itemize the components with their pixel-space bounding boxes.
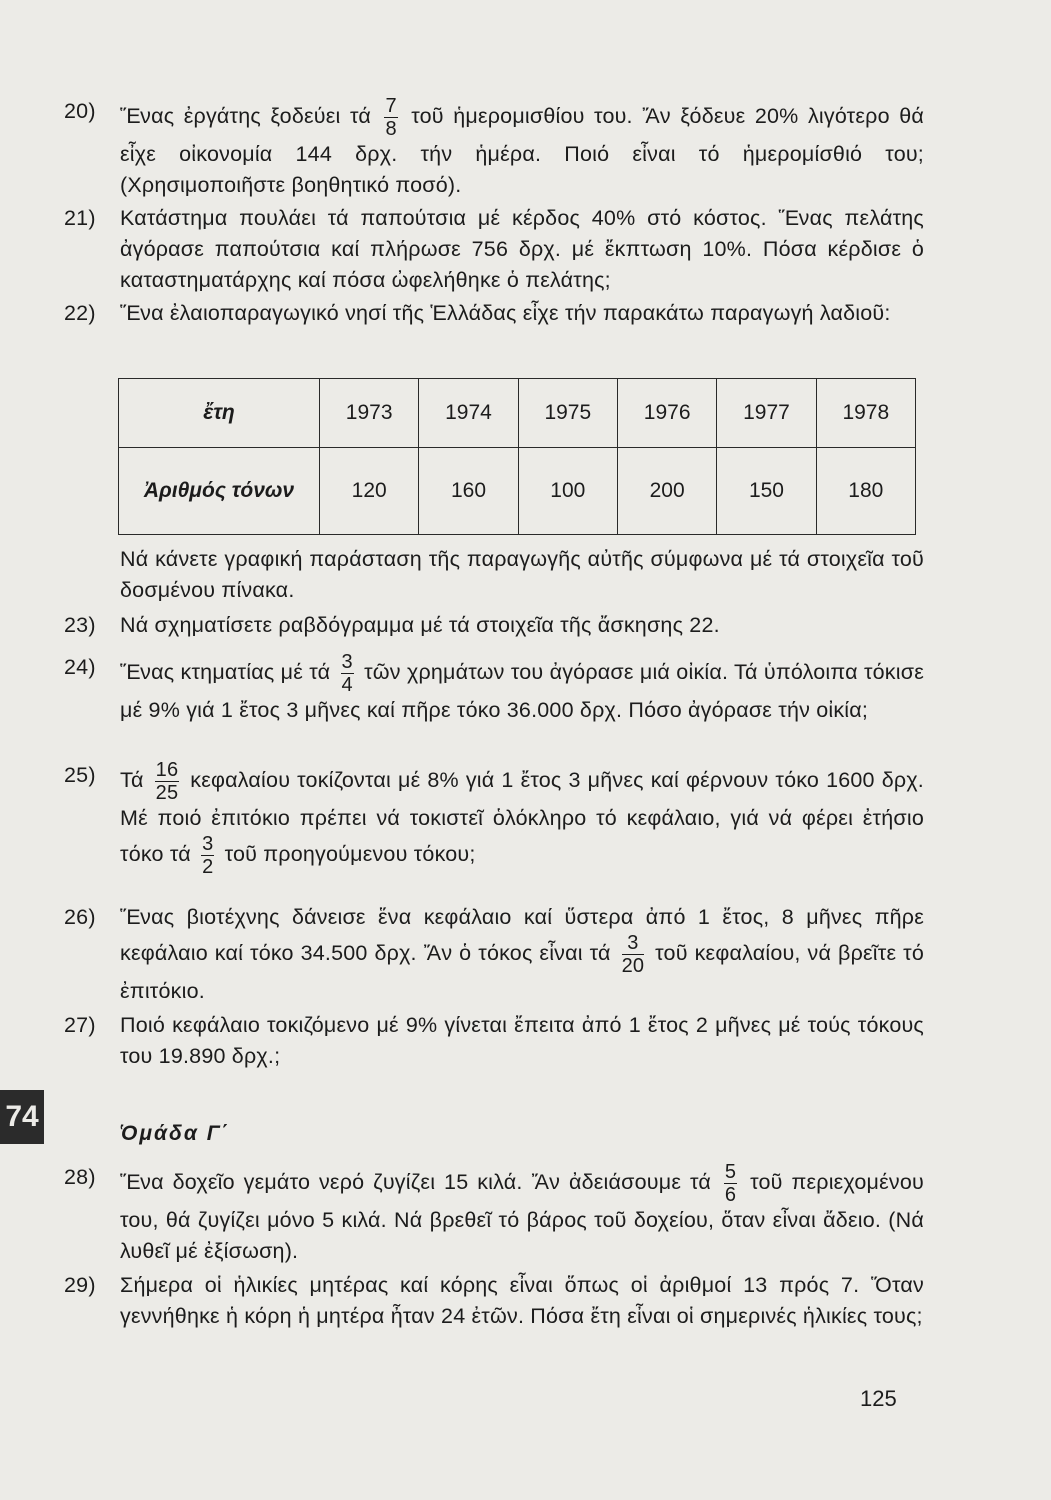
fraction	[201, 834, 214, 877]
problem-text: τοῦ ἡμερομισθίου του. Ἄν ξόδευε 20% λιγότερο θά εἶχε οἰκονομία 144 δρχ. τήν ἡμέρα. Ποιό εἶναι τό ἡμερομίσθιό του; (Χρησιμοποιῆστε βοηθητικό ποσό).	[120, 104, 924, 197]
tons-cell: 160	[419, 448, 518, 535]
problem-22-continued	[64, 544, 924, 606]
problem-number: 28)	[64, 1165, 96, 1189]
problem-number: 29)	[64, 1273, 96, 1297]
problem-text: τοῦ προηγούμενου τόκου;	[224, 842, 476, 867]
problem-text: Νά κάνετε γραφική παράσταση τῆς παραγωγῆς αὐτῆς σύμφωνα μέ τά στοιχεῖα τοῦ δοσμένου πίνακα.	[120, 547, 924, 602]
year-cell: 1974	[419, 379, 518, 448]
problem-text: Ἕνας κτηματίας μέ τά	[120, 660, 331, 685]
tons-cell: 180	[816, 448, 915, 535]
production-table	[118, 378, 916, 535]
problem-20	[64, 96, 924, 201]
problem-text: Τά	[120, 768, 144, 793]
numerator: 3	[341, 651, 353, 673]
problem-text: τοῦ περιεχομένου του, θά ζυγίζει μόνο 5 κιλά. Νά βρεθεῖ τό βάρος τοῦ δοχείου, ὅταν εἶναι ἄδειο. (Νά λυθεῖ μέ ἐξίσωση).	[120, 1170, 924, 1263]
problem-text: Ἕνας βιοτέχνης δάνεισε ἕνα κεφάλαιο καί ὕστερα ἀπό 1 ἔτος, 8 μῆνες πῆρε κεφάλαιο καί τόκο 34.500 δρχ. Ἄν ὁ τόκος εἶναι τά	[120, 905, 924, 966]
denominator: 4	[341, 674, 353, 696]
tons-header: Ἀριθμός τόνων	[119, 448, 320, 535]
problem-number: 22)	[64, 301, 96, 325]
problem-22	[64, 298, 924, 329]
group-heading: Ὁμάδα Γ΄	[120, 1122, 231, 1145]
problem-23	[64, 610, 924, 641]
problem-text: Ἕνα ἐλαιοπαραγωγικό νησί τῆς Ἑλλάδας εἶχε τήν παρακάτω παραγωγή λαδιοῦ:	[120, 301, 891, 325]
page-number: 125	[860, 1386, 897, 1411]
problem-text: κεφαλαίου τοκίζονται μέ 8% γιά 1 ἔτος 3 μῆνες καί φέρνουν τόκο 1600 δρχ. Μέ ποιό ἐπιτόκιο πρέπει νά τοκιστεῖ ὁλόκληρο τό κεφάλαιο, γιά νά φέρει ἐτήσιο τόκο τά	[120, 768, 924, 867]
chapter-tab: 74	[0, 1090, 44, 1144]
problem-26	[64, 902, 924, 1007]
tons-cell: 100	[518, 448, 617, 535]
tons-cell: 200	[617, 448, 716, 535]
problem-28	[64, 1162, 924, 1267]
problem-25	[64, 760, 924, 877]
fraction	[341, 652, 354, 695]
tons-row	[119, 448, 916, 535]
year-cell: 1976	[617, 379, 716, 448]
problem-29	[64, 1270, 924, 1332]
numerator: 7	[385, 95, 397, 117]
problem-text: τοῦ κεφαλαίου, νά βρεῖτε τό ἐπιτόκιο.	[120, 941, 924, 1003]
problem-number: 27)	[64, 1013, 96, 1037]
year-cell: 1973	[320, 379, 419, 448]
problem-number: 23)	[64, 613, 96, 637]
problem-number: 21)	[64, 206, 96, 230]
denominator: 6	[724, 1184, 737, 1206]
tons-cell: 120	[320, 448, 419, 535]
numerator: 3	[622, 933, 645, 955]
fraction	[155, 760, 180, 803]
problem-24	[64, 652, 924, 726]
denominator: 20	[621, 955, 645, 977]
numerator: 5	[724, 1161, 737, 1183]
fraction	[622, 933, 645, 976]
problem-text: τῶν χρημάτων του ἀγόρασε μιά οἰκία. Τά ὑπόλοιπα τόκισε μέ 9% γιά 1 ἔτος 3 μῆνες καί πῆρε τόκο 36.000 δρχ. Πόσο ἀγόρασε τήν οἰκία;	[120, 660, 924, 722]
fraction	[724, 1162, 737, 1205]
numerator: 16	[155, 759, 179, 781]
problem-number: 20)	[64, 99, 96, 123]
problem-text: Ἕνας ἐργάτης ξοδεύει τά	[120, 104, 371, 129]
problem-27	[64, 1010, 924, 1072]
problem-number: 24)	[64, 655, 96, 679]
tons-cell: 150	[717, 448, 816, 535]
problem-number: 26)	[64, 905, 96, 929]
problem-text: Κατάστημα πουλάει τά παπούτσια μέ κέρδος 40% στό κόστος. Ἕνας πελάτης ἀγόρασε παπούτσια καί πλήρωσε 756 δρχ. μέ ἔκπτωση 10%. Πόσα κέρδισε ὁ καταστηματάρχης καί πόσα ὠφελήθηκε ὁ πελάτης;	[120, 206, 924, 292]
problem-text: Νά σχηματίσετε ραβδόγραμμα μέ τά στοιχεῖα τῆς ἄσκησης 22.	[120, 613, 720, 637]
numerator: 3	[202, 833, 214, 855]
problem-number: 25)	[64, 763, 96, 787]
year-cell: 1975	[518, 379, 617, 448]
year-cell: 1977	[717, 379, 816, 448]
years-header: ἔτη	[119, 379, 320, 448]
problem-21	[64, 203, 924, 296]
denominator: 2	[202, 856, 214, 878]
problem-text: Ποιό κεφάλαιο τοκιζόμενο μέ 9% γίνεται ἔπειτα ἀπό 1 ἔτος 2 μῆνες μέ τούς τόκους του 19.890 δρχ.;	[120, 1013, 924, 1068]
problem-text: Ἕνα δοχεῖο γεμάτο νερό ζυγίζει 15 κιλά. Ἄν ἀδειάσουμε τά	[120, 1170, 711, 1195]
denominator: 25	[155, 782, 179, 804]
denominator: 8	[385, 118, 397, 140]
problem-text: Σήμερα οἱ ἡλικίες μητέρας καί κόρης εἶναι ὅπως οἱ ἀριθμοί 13 πρός 7. Ὅταν γεννήθηκε ἡ κόρη ἡ μητέρα ἦταν 24 ἐτῶν. Πόσα ἔτη εἶναι οἱ σημερινές ἡλικίες τους;	[120, 1273, 924, 1328]
years-row	[119, 379, 916, 448]
year-cell: 1978	[816, 379, 915, 448]
fraction	[384, 96, 397, 139]
